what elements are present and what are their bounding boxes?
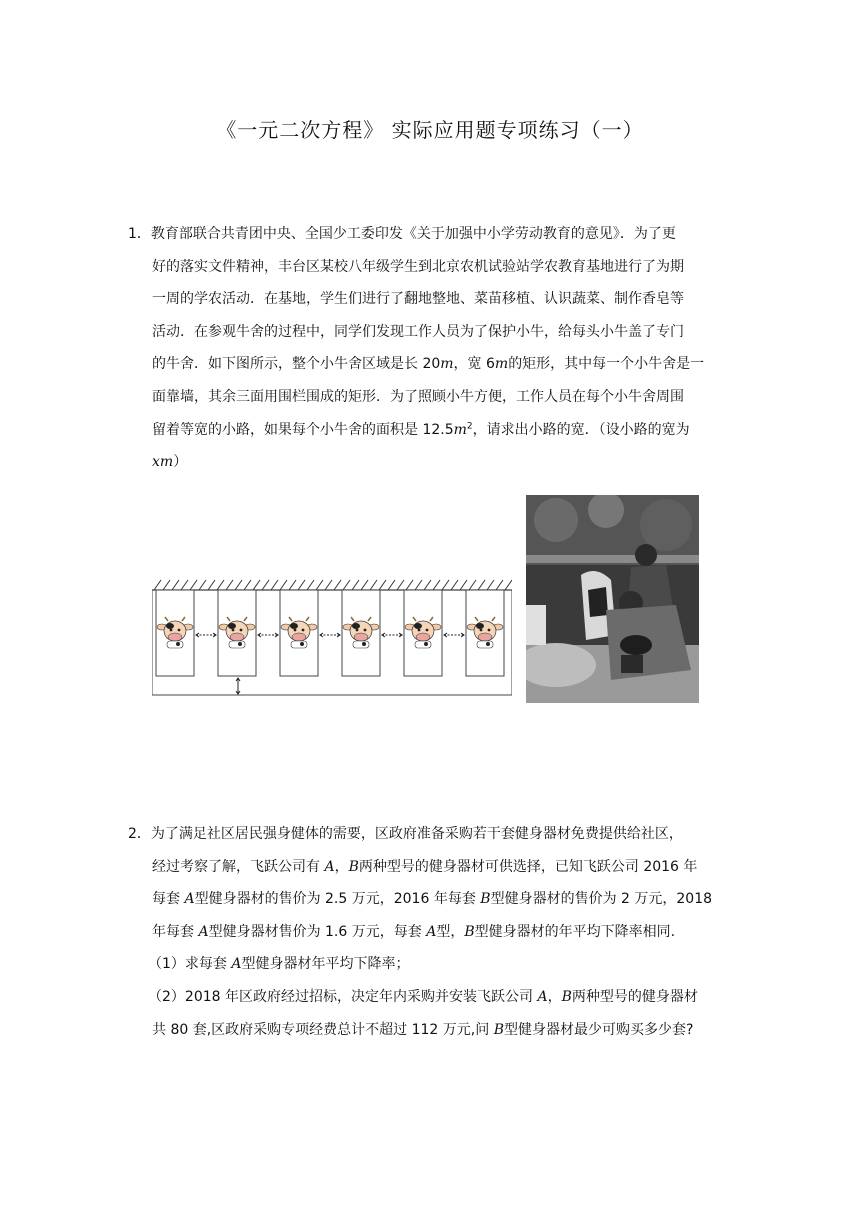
q1-line-1: 1．教育部联合共青团中央、全国少工委印发《关于加强中小学劳动教育的意见》．为了更 xyxy=(128,226,676,242)
path-width-marker xyxy=(236,678,240,694)
q1-line-5: 的牛舍．如下图所示，整个小牛舍区域是长 20m，宽 6m的矩形，其中每一个小牛舍是一 xyxy=(152,356,705,373)
question-1 xyxy=(128,218,728,479)
q2-line-1: 2．为了满足社区居民强身健体的需要，区政府准备采购若干套健身器材免费提供给社区， xyxy=(128,826,683,842)
q1-line-4: 活动．在参观牛舍的过程中，同学们发现工作人员为了保护小牛，给每头小牛盖了专门 xyxy=(152,323,684,340)
path-width-arrow xyxy=(320,633,340,637)
path-width-arrow xyxy=(196,633,216,637)
q2-sub-question-2: （2）2018 年区政府经过招标，决定年内采购并安装飞跃公司 A，B两种型号的健身器材 xyxy=(148,988,698,1005)
q2-line-2: 经过考察了解，飞跃公司有 A，B两种型号的健身器材可供选择，已知飞跃公司 2016 年 xyxy=(152,858,698,875)
cow-pen-diagram xyxy=(152,576,512,704)
cow-pen xyxy=(342,590,380,676)
pen-area-boundary xyxy=(152,590,512,695)
cow-pen xyxy=(156,590,194,676)
question-2 xyxy=(128,818,728,1046)
students-with-calf-photo xyxy=(526,495,699,703)
path-width-arrow xyxy=(382,633,402,637)
page-title: 《一元二次方程》 实际应用题专项练习（一） xyxy=(216,118,644,142)
q2-sub-question-2-cont: 共 80 套,区政府采购专项经费总计不超过 112 万元,问 B型健身器材最少可购买多少套? xyxy=(152,1021,694,1038)
q2-sub-question-1: （1）求每套 A型健身器材年平均下降率； xyxy=(148,956,410,973)
pens xyxy=(156,590,504,676)
q1-number: 1． xyxy=(128,226,151,242)
q2-number: 2． xyxy=(128,826,151,842)
cow-pen xyxy=(466,590,504,676)
q1-line-6: 面靠墙，其余三面用围栏围成的矩形．为了照顾小牛方便，工作人员在每个小牛舍周围 xyxy=(152,388,684,405)
q1-line-8: xm） xyxy=(152,454,188,471)
q2-line-3: 每套 A型健身器材的售价为 2.5 万元，2016 年每套 B型健身器材的售价为 2 万元，2018 xyxy=(152,891,713,908)
path-width-arrow xyxy=(444,633,464,637)
path-width-arrow xyxy=(258,633,278,637)
cow-pen xyxy=(280,590,318,676)
q1-line-2: 好的落实文件精神，丰台区某校八年级学生到北京农机试验站学农教育基地进行了为期 xyxy=(152,258,684,275)
q1-line-7: 留着等宽的小路，如果每个小牛舍的面积是 $12.5m^2$，请求出小路的宽．（设小路的宽为 xyxy=(152,420,690,438)
q2-line-4: 年每套 A型健身器材售价为 1.6 万元，每套 A型，B型健身器材的年平均下降率相同. xyxy=(152,923,676,940)
q1-line-3: 一周的学农活动．在基地，学生们进行了翻地整地、菜苗移植、认识蔬菜、制作香皂等 xyxy=(152,291,684,308)
cow-pen xyxy=(218,590,256,676)
cow-pen xyxy=(404,590,442,676)
wall-hatching xyxy=(154,580,512,590)
